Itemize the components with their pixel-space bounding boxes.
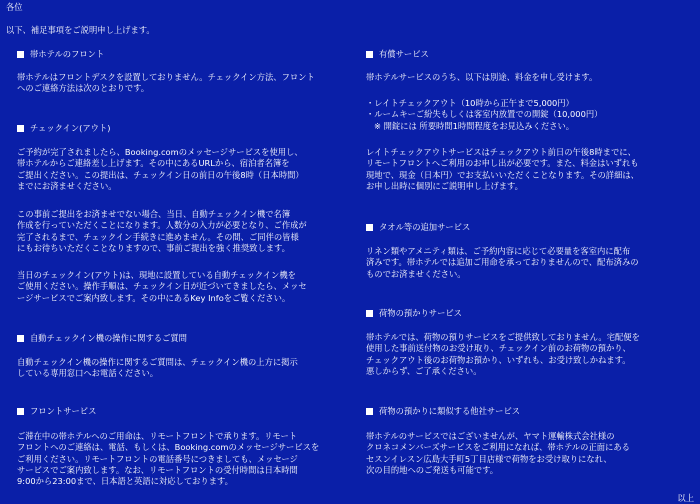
square-bullet-icon bbox=[17, 408, 24, 415]
list-item: ・レイトチェックアウト（10時から正午まで5,000円） bbox=[366, 98, 574, 108]
checkin-paragraph-1: ご予約が完了されましたら、Booking.comのメッセージサービスを使用し、 帯ホテルからご連絡差し上げます。その中にあるURLから、宿泊者名簿を ご提出ください。この提出は、チェックイン日の前日の午後8時（日本時間） までにお済ませください。 bbox=[17, 147, 304, 191]
section-heading-kiosk: 自動チェックイン機の操作に関するご質問 bbox=[17, 333, 347, 344]
paid-paragraph-2: レイトチェックアウトサービスはチェックアウト前日の午後8時までに、 リモートフロントへご利用のお申し出が必要です。また、料金はいずれも 現地で、現金（日本円）でお支払いいただくことなります。その詳細は、 お申し出時に個別にご説明申し上げます。 bbox=[366, 147, 639, 191]
square-bullet-icon bbox=[366, 408, 373, 415]
section-body-paid: 帯ホテルサービスのうち、以下は別途、料金を申し受けます。 bbox=[366, 72, 598, 82]
square-bullet-icon bbox=[17, 125, 24, 132]
section-heading-paid: 有償サービス bbox=[366, 49, 691, 60]
section-body-frontservice: ご滞在中の帯ホテルへのご用命は、リモートフロントで承ります。リモート フロントへのご連絡は、電話、もしくは、Booking.comのメッセージサービスを ご利用ください。リモートフロントの電話番号につきましても、メッセージ サービスでご案内致します。なお、リモートフロントの受付時間は日本時間 9:00から23:00まで、日本語と英語に対応しております。 bbox=[17, 431, 320, 487]
square-bullet-icon bbox=[366, 224, 373, 231]
section-body-luggage: 帯ホテルでは、荷物の預りサービスをご提供致しておりません。宅配便を 使用した事前送付物のお受け取り、チェックイン前のお荷物の預かり、 チェックアウト後のお荷物お預かり、いずれも、お受け致しかねます。 悪しからず、ご了承ください。 bbox=[366, 332, 640, 376]
section-body-front: 帯ホテルはフロントデスクを設置しておりません。チェックイン方法、フロント へのご連絡方法は次のとおりです。 bbox=[17, 72, 315, 94]
square-bullet-icon bbox=[17, 335, 24, 342]
section-body-towel: リネン類やアメニティ類は、ご予約内容に応じて必要量を客室内に配布 済みです。帯ホテルでは追加ご用命を承っておりませんので、配布済みの ものでお済ませください。 bbox=[366, 246, 639, 279]
checkin-paragraph-3: 当日のチェックイン(アウト)は、現地に設置している自動チェックイン機を ご使用ください。操作手順は、チェックイン日が近づいてきましたら、メッセ ージサービスでご案内致します。その中にあるKey Infoをご覧ください。 bbox=[17, 270, 307, 303]
closing-text: 以上 bbox=[677, 492, 694, 503]
greeting: 各位 bbox=[6, 2, 23, 12]
square-bullet-icon bbox=[366, 51, 373, 58]
intro-text: 以下、補足事項をご説明申し上げます。 bbox=[6, 25, 155, 35]
section-heading-towel: タオル等の追加サービス bbox=[366, 222, 691, 233]
square-bullet-icon bbox=[366, 310, 373, 317]
section-body-kiosk: 自動チェックイン機の操作に関するご質問は、チェックイン機の上方に掲示 している専用窓口へお電話ください。 bbox=[17, 357, 298, 379]
checkin-paragraph-2: この事前ご提出をお済ませでない場合、当日、自動チェックイン機で名簿 作成を行っていただくことになります。人数分の入力が必要となり、ご作成が 完了されるまで、チェックイン手続きに進めません。その間、ご同伴の皆様 にもお待ちいただくことなりますので、事前ご提出を強く推奨致します。 bbox=[17, 209, 307, 253]
section-heading-other: 荷物の預かりに類似する他社サービス bbox=[366, 406, 691, 417]
list-item: ・ルームキーご紛失もしくは客室内放置での開錠（10,000円） bbox=[366, 109, 603, 120]
square-bullet-icon bbox=[17, 51, 24, 58]
section-heading-luggage: 荷物の預かりサービス bbox=[366, 308, 691, 319]
section-heading-checkin: チェックイン(アウト) bbox=[17, 123, 347, 134]
section-heading-front: 帯ホテルのフロント bbox=[17, 49, 347, 60]
section-heading-frontservice: フロントサービス bbox=[17, 406, 347, 417]
section-body-other: 帯ホテルのサービスではございませんが、ヤマト運輸株式会社様の クロネコメンバーズサービスをご利用になれば、帯ホテルの正面にある セスンイレスン広島大手町5丁目店様で荷物をお受け取りになれ、 次の目的地へのご発送も可能です。 bbox=[366, 431, 630, 475]
paid-note: ※ 開錠には 所要時間1時間程度をお見込みください。 bbox=[374, 120, 575, 131]
paid-service-list bbox=[366, 98, 691, 132]
